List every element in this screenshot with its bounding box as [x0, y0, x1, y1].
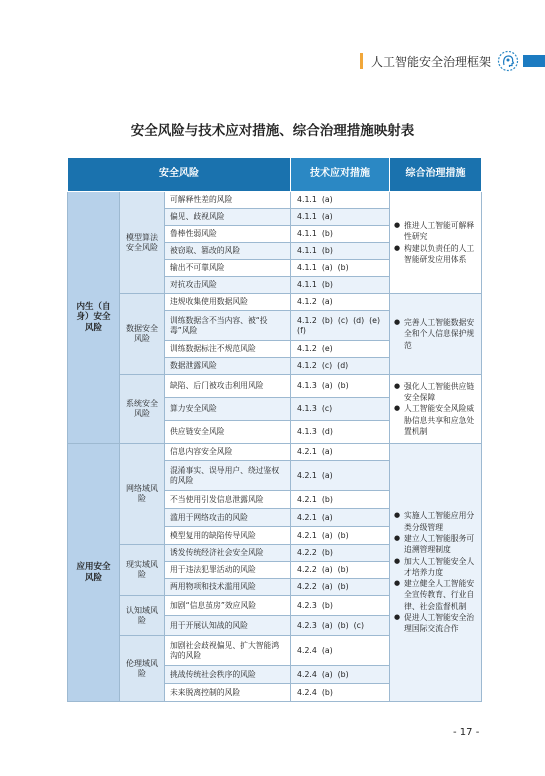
ref-cell: 4.1.2 (e) [291, 341, 390, 358]
ref-cell: 4.1.2 (b) (c) (d) (e) (f) [291, 311, 390, 341]
risk-cell: 被窃取、篡改的风险 [165, 243, 291, 260]
governance-cell [390, 444, 482, 702]
subcategory-cell: 伦理域风险 [120, 636, 165, 702]
subcategory-cell: 模型算法安全风险 [120, 192, 165, 294]
risk-cell: 不当使用引发信息泄露风险 [165, 491, 291, 509]
risk-cell: 两用物项和技术滥用风险 [165, 579, 291, 596]
subcategory-cell: 系统安全风险 [120, 375, 165, 444]
risk-cell: 鲁棒性弱风险 [165, 226, 291, 243]
ref-cell: 4.2.3 (b) [291, 596, 390, 616]
column-header-tech: 技术应对措施 [291, 158, 390, 192]
risk-cell: 混淆事实、误导用户、绕过鉴权的风险 [165, 461, 291, 491]
governance-cell [390, 192, 482, 294]
risk-cell: 用于开展认知战的风险 [165, 616, 291, 636]
risk-cell: 偏见、歧视风险 [165, 209, 291, 226]
page-number: - 17 - [453, 727, 480, 738]
category-cell: 内生（自身）安全风险 [68, 192, 120, 444]
ref-cell: 4.2.4 (a) [291, 636, 390, 666]
risk-cell: 供应链安全风险 [165, 421, 291, 444]
ref-cell: 4.1.1 (b) [291, 226, 390, 243]
risk-cell: 未来脱离控制的风险 [165, 684, 291, 702]
risk-cell: 算力安全风险 [165, 398, 291, 421]
ref-cell: 4.2.4 (a) (b) [291, 666, 390, 684]
ref-cell: 4.2.2 (a) (b) [291, 579, 390, 596]
ref-cell: 4.2.1 (a) [291, 509, 390, 527]
governance-item: ● 构建以负责任的人工智能研发应用体系 [404, 243, 475, 266]
ref-cell: 4.1.1 (b) [291, 277, 390, 294]
governance-item: ● 完善人工智能数据安全和个人信息保护规范 [404, 317, 475, 351]
governance-cell [390, 294, 482, 375]
risk-cell: 信息内容安全风险 [165, 444, 291, 461]
subcategory-cell: 认知域风险 [120, 596, 165, 636]
header-accent-bar [360, 53, 363, 69]
risk-cell: 训练数据含不当内容、被“投毒”风险 [165, 311, 291, 341]
governance-item: ● 建立健全人工智能安全宣传教育、行业自律、社会监督机制 [404, 578, 475, 612]
header-title: 人工智能安全治理框架 [370, 54, 491, 69]
risk-cell: 对抗攻击风险 [165, 277, 291, 294]
governance-item: ● 实施人工智能应用分类分级管理 [404, 510, 475, 533]
ref-cell: 4.2.2 (a) (b) [291, 562, 390, 579]
ref-cell: 4.2.1 (b) [291, 491, 390, 509]
ai-head-logo-icon [497, 50, 519, 72]
risk-cell: 用于违法犯罪活动的风险 [165, 562, 291, 579]
risk-cell: 训练数据标注不规范风险 [165, 341, 291, 358]
risk-cell: 可解释性差的风险 [165, 192, 291, 209]
risk-cell: 诱发传统经济社会安全风险 [165, 545, 291, 562]
ref-cell: 4.1.1 (a) [291, 192, 390, 209]
ref-cell: 4.1.1 (a) [291, 209, 390, 226]
risk-cell: 加剧“信息茧房”效应风险 [165, 596, 291, 616]
ref-cell: 4.2.1 (a) [291, 444, 390, 461]
ref-cell: 4.1.2 (a) [291, 294, 390, 311]
ref-cell: 4.2.3 (a) (b) (c) [291, 616, 390, 636]
risk-cell: 输出不可靠风险 [165, 260, 291, 277]
governance-item: ● 强化人工智能供应链安全保障 [404, 381, 475, 404]
risk-cell: 挑战传统社会秩序的风险 [165, 666, 291, 684]
ref-cell: 4.1.2 (c) (d) [291, 358, 390, 375]
governance-item: ● 促进人工智能安全治理国际交流合作 [404, 612, 475, 635]
governance-item: ● 建立人工智能服务可追溯管理制度 [404, 533, 475, 556]
governance-item: ● 加大人工智能安全人才培养力度 [404, 556, 475, 579]
subcategory-cell: 现实域风险 [120, 545, 165, 596]
running-header [360, 50, 545, 72]
subcategory-cell: 数据安全风险 [120, 294, 165, 375]
ref-cell: 4.1.1 (b) [291, 243, 390, 260]
subcategory-cell: 网络域风险 [120, 444, 165, 545]
ref-cell: 4.1.3 (c) [291, 398, 390, 421]
risk-cell: 加剧社会歧视偏见、扩大智能鸿沟的风险 [165, 636, 291, 666]
ref-cell: 4.2.4 (b) [291, 684, 390, 702]
mapping-table [67, 157, 481, 704]
risk-cell: 滥用于网络攻击的风险 [165, 509, 291, 527]
risk-cell: 模型复用的缺陷传导风险 [165, 527, 291, 545]
risk-cell: 缺陷、后门被攻击利用风险 [165, 375, 291, 398]
risk-cell: 数据泄露风险 [165, 358, 291, 375]
header-blue-block [523, 55, 545, 67]
column-header-governance: 综合治理措施 [390, 158, 482, 192]
governance-item: ● 推进人工智能可解释性研究 [404, 220, 475, 243]
governance-cell [390, 375, 482, 444]
ref-cell: 4.2.1 (a) (b) [291, 527, 390, 545]
ref-cell: 4.2.1 (a) [291, 461, 390, 491]
ref-cell: 4.1.1 (a) (b) [291, 260, 390, 277]
column-header-risk: 安全风险 [68, 158, 291, 192]
governance-item: ● 人工智能安全风险威胁信息共享和应急处置机制 [404, 403, 475, 437]
ref-cell: 4.1.3 (d) [291, 421, 390, 444]
risk-cell: 违规收集使用数据风险 [165, 294, 291, 311]
category-cell: 应用安全风险 [68, 444, 120, 702]
ref-cell: 4.2.2 (b) [291, 545, 390, 562]
ref-cell: 4.1.3 (a) (b) [291, 375, 390, 398]
table-title: 安全风险与技术应对措施、综合治理措施映射表 [130, 123, 415, 139]
